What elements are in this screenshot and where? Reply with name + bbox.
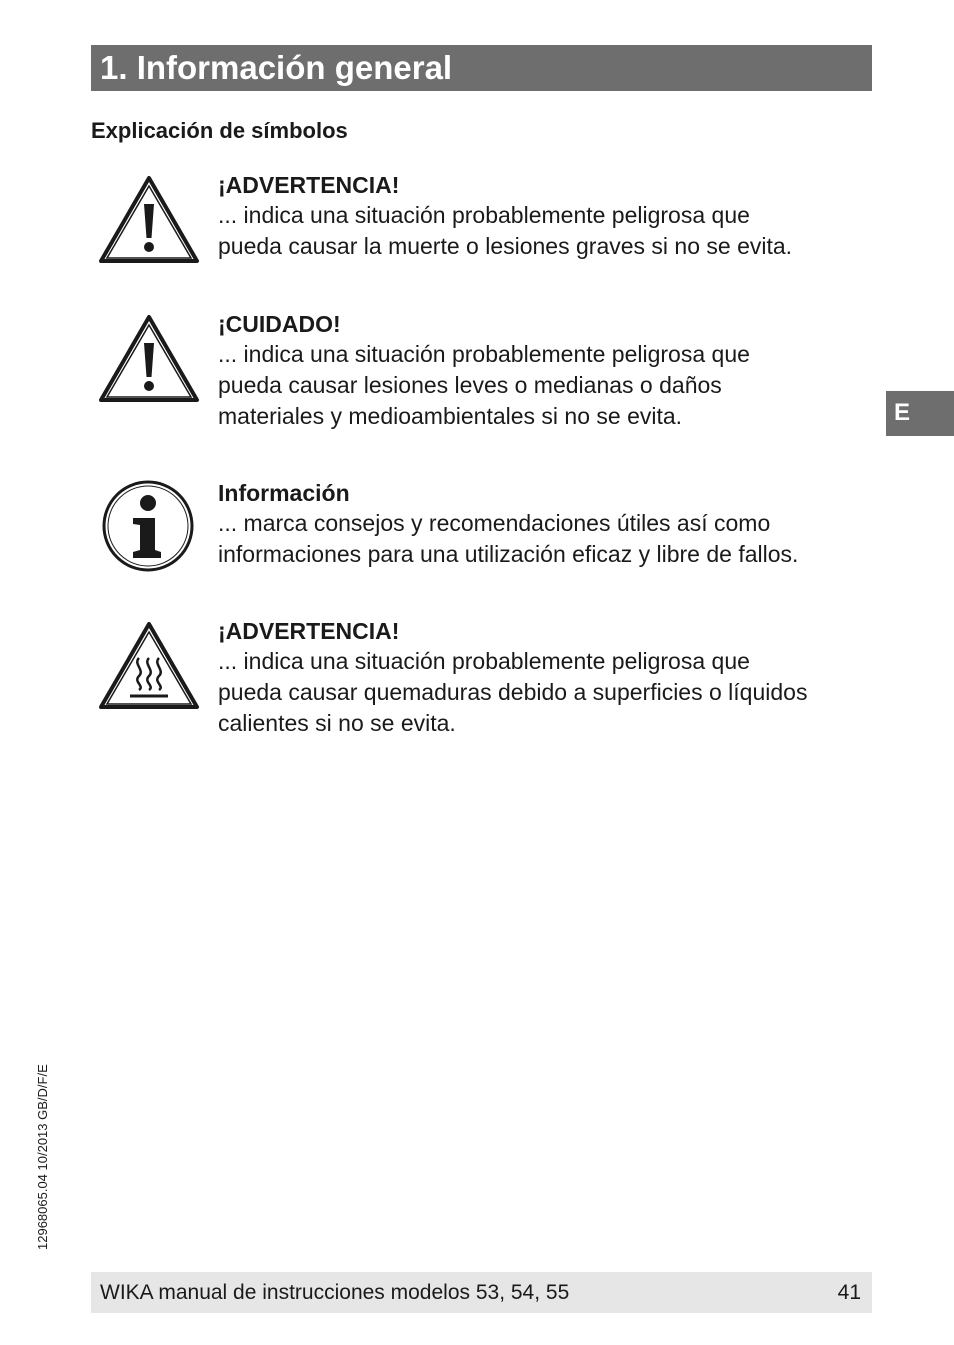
page-number: 41 bbox=[837, 1281, 861, 1304]
document-code: 12968065.04 10/2013 GB/D/F/E bbox=[35, 1064, 50, 1250]
entry-text-line: ... marca consejos y recomendaciones útiles así como bbox=[218, 510, 771, 536]
hot-surface-icon bbox=[97, 620, 201, 710]
entry-text-line: pueda causar la muerte o lesiones graves si no se evita. bbox=[218, 233, 793, 259]
entry-label: ¡CUIDADO! bbox=[218, 311, 341, 337]
entry-text-line: informaciones para una utilización eficaz y libre de fallos. bbox=[218, 541, 799, 567]
entry-text-line: calientes si no se evita. bbox=[218, 710, 456, 736]
warning-triangle-icon bbox=[97, 174, 201, 264]
entry-text-line: materiales y medioambientales si no se evita. bbox=[218, 403, 683, 429]
entry-label: Información bbox=[218, 480, 350, 506]
information-icon bbox=[97, 478, 201, 568]
entry-label: ¡ADVERTENCIA! bbox=[218, 618, 400, 644]
entry-text-line: pueda causar lesiones leves o medianas o daños bbox=[218, 372, 722, 398]
entry-text-line: pueda causar quemaduras debido a superficies o líquidos bbox=[218, 679, 808, 705]
section-title: Explicación de símbolos bbox=[91, 118, 348, 143]
language-tab-label: E bbox=[894, 399, 911, 426]
page-footer bbox=[91, 1272, 872, 1313]
footer-title: WIKA manual de instrucciones modelos 53, 54, 55 bbox=[100, 1281, 570, 1304]
entry-text-line: ... indica una situación probablemente peligrosa que bbox=[218, 648, 750, 674]
language-tab bbox=[886, 391, 954, 436]
chapter-header bbox=[91, 45, 872, 91]
chapter-title: 1. Información general bbox=[100, 49, 453, 86]
entry-label: ¡ADVERTENCIA! bbox=[218, 172, 400, 198]
entry-text-line: ... indica una situación probablemente peligrosa que bbox=[218, 202, 750, 228]
entry-text-line: ... indica una situación probablemente peligrosa que bbox=[218, 341, 750, 367]
caution-triangle-icon bbox=[97, 313, 201, 403]
